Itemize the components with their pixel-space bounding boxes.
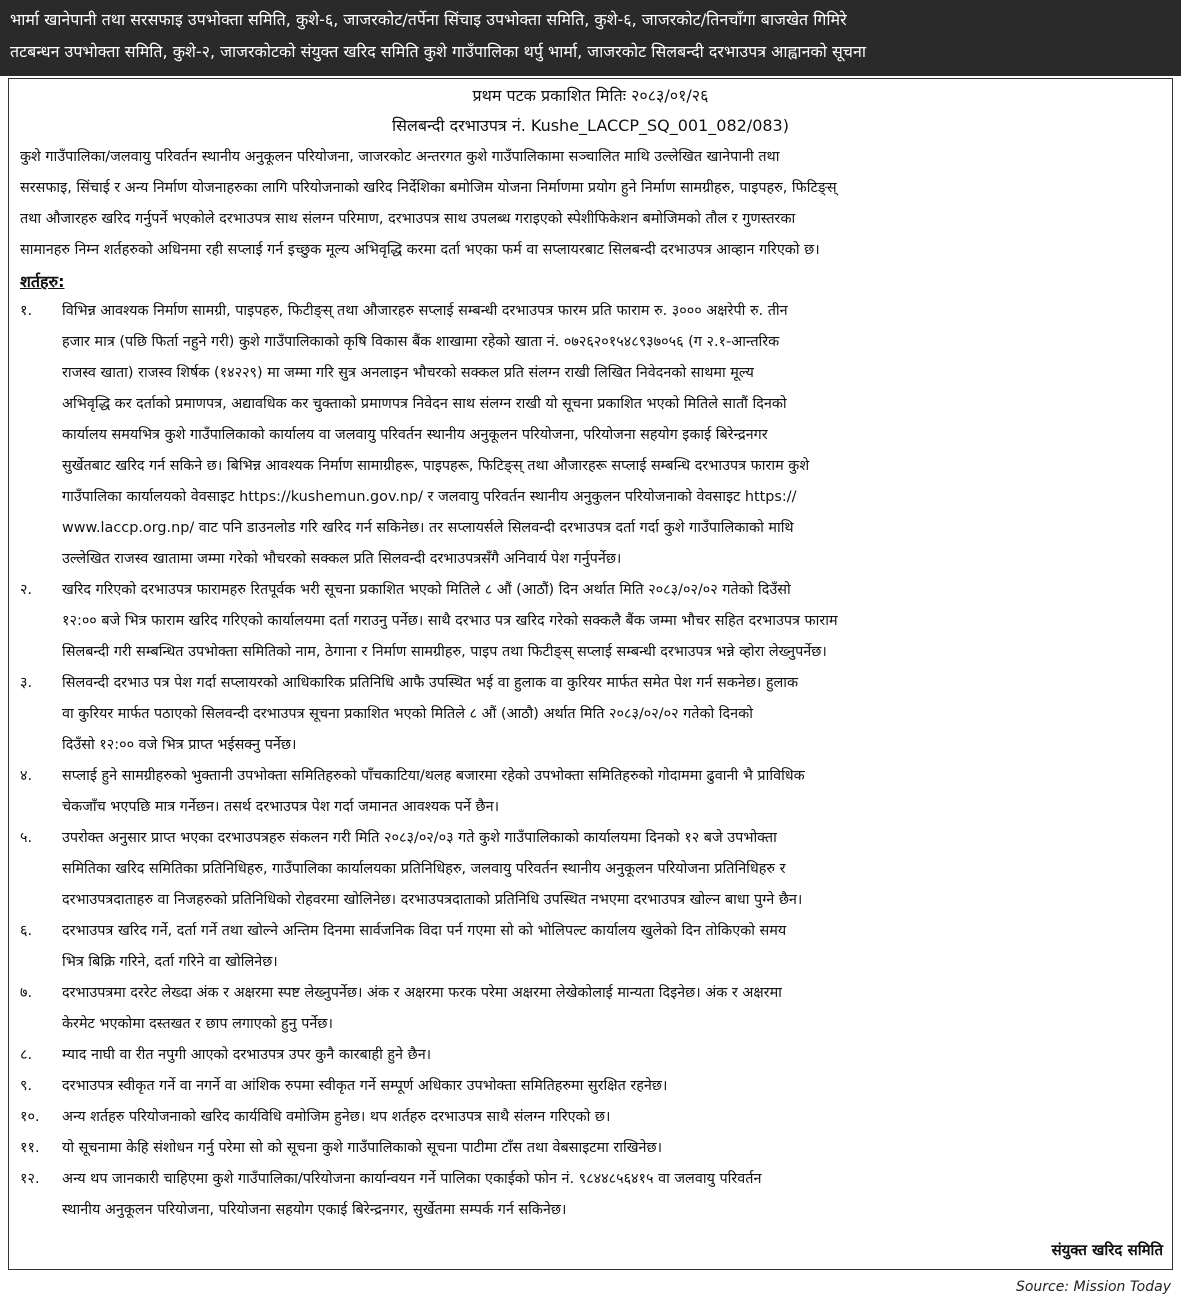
condition-text — [62, 823, 1162, 916]
condition-item — [20, 978, 1162, 1040]
condition-line: www.laccp.org.np/ वाट पनि डाउनलोड गरि खरिद गर्न सकिनेछ। तर सप्लायर्सले सिलवन्दी दरभाउपत्र दर्ता गर्दा कुशे गाउँपालिकाको माथि — [62, 520, 794, 536]
condition-item — [20, 1102, 1162, 1133]
source-credit: Source: Mission Today — [1015, 1279, 1171, 1295]
condition-line: अन्य शर्तहरु परियोजनाको खरिद कार्यविधि वमोजिम हुनेछ। थप शर्तहरु दरभाउपत्र साथै संलग्न गरिएको छ। — [62, 1109, 611, 1125]
condition-number: १२. — [20, 1171, 40, 1187]
condition-number: ७. — [20, 985, 33, 1001]
intro-line: कुशे गाउँपालिका/जलवायु परिवर्तन स्थानीय अनुकूलन परियोजना, जाजरकोट अन्तरगत कुशे गाउँपालिकामा सञ्चालित माथि उल्लेखित खानेपानी तथा — [20, 149, 780, 165]
condition-item — [20, 575, 1162, 668]
condition-item — [20, 916, 1162, 978]
condition-text — [62, 575, 1162, 668]
condition-number: ५. — [20, 830, 33, 846]
condition-line: अन्य थप जानकारी चाहिएमा कुशे गाउँपालिका/परियोजना कार्यान्वयन गर्ने पालिका एकाईको फोन नं. ९८४४८५६४१५ वा जलवायु परिवर्तन — [62, 1171, 762, 1187]
intro-line: सरसफाइ, सिंचाई र अन्य निर्माण योजनाहरुका लागि परियोजनाको खरिद निर्देशिका बमोजिम योजना निर्माणमा प्रयोग हुने निर्माण सामग्रीहरु, पाइपहरु, फिटिङ्स् — [20, 180, 837, 196]
condition-line: सप्लाई हुने सामग्रीहरुको भुक्तानी उपभोक्ता समितिहरुको पाँचकाटिया/थलह बजारमा रहेको उपभोक्ता समितिहरुको गोदाममा ढुवानी भै प्राविधिक — [62, 768, 805, 784]
condition-text — [62, 978, 1162, 1040]
condition-line: दिउँसो १२:०० वजे भित्र प्राप्त भईसक्नु पर्नेछ। — [62, 737, 297, 753]
condition-line: खरिद गरिएको दरभाउपत्र फारामहरु रितपूर्वक भरी सूचना प्रकाशित भएको मितिले ८ औं (आठौं) दिन अर्थात मिति २०८३/०२/०२ गतेको दिउँसो — [62, 582, 791, 598]
tender-number: सिलबन्दी दरभाउपत्र नं. Kushe_LACCP_SQ_001_082/083) — [392, 116, 789, 135]
condition-number: ८. — [20, 1047, 33, 1063]
condition-line: विभिन्न आवश्यक निर्माण सामग्री, पाइपहरु, फिटीङ्स् तथा औजारहरु सप्लाई सम्बन्धी दरभाउपत्र फारम प्रति फाराम रु. ३००० अक्षरेपी रु. तीन — [62, 303, 788, 319]
condition-line: यो सूचनामा केहि संशोधन गर्नु परेमा सो को सूचना कुशे गाउँपालिकाको सूचना पाटीमा टाँस तथा वेबसाइटमा राखिनेछ। — [62, 1140, 663, 1156]
condition-item — [20, 761, 1162, 823]
condition-line: सिलवन्दी दरभाउ पत्र पेश गर्दा सप्लायरको आधिकारिक प्रतिनिधि आफै उपस्थित भई वा हुलाक वा कुरियर मार्फत समेत पेश गर्न सकनेछ। हुलाक — [62, 675, 799, 691]
condition-number: ६. — [20, 923, 33, 939]
condition-line: दरभाउपत्रमा दररेट लेख्दा अंक र अक्षरमा स्पष्ट लेख्नुपर्नेछ। अंक र अक्षरमा फरक परेमा अक्षरमा लेखेकोलाई मान्यता दिइनेछ। अंक र अक्षरमा — [62, 985, 782, 1001]
condition-text — [62, 1164, 1162, 1226]
condition-line: दरभाउपत्र खरिद गर्ने, दर्ता गर्ने तथा खोल्ने अन्तिम दिनमा सार्वजनिक विदा पर्न गएमा सो को भोलिपल्ट कार्यालय खुलेको दिन तोकिएको समय — [62, 923, 787, 939]
condition-item — [20, 1071, 1162, 1102]
condition-line: स्थानीय अनुकूलन परियोजना, परियोजना सहयोग एकाई बिरेन्द्रनगर, सुर्खेतमा सम्पर्क गर्न सकिनेछ। — [62, 1202, 567, 1218]
intro-line: तथा औजारहरु खरिद गर्नुपर्ने भएकोले दरभाउपत्र साथ संलग्न परिमाण, दरभाउपत्र साथ उपलब्ध गराइएको स्पेशीफिकेशन बमोजिमको तौल र गुणस्तरका — [20, 211, 796, 227]
condition-line: अभिवृद्धि कर दर्ताको प्रमाणपत्र, अद्यावधिक कर चुक्ताको प्रमाणपत्र निवेदन साथ संलग्न राखी यो सूचना प्रकाशित भएको मितिले सातौं दिनको — [62, 396, 787, 412]
condition-text — [62, 761, 1162, 823]
conditions-title: शर्तहरु: — [20, 272, 65, 291]
condition-item — [20, 1164, 1162, 1226]
header-line-1: भार्मा खानेपानी तथा सरसफाइ उपभोक्ता समिति, कुशे-६, जाजरकोट/तर्पेना सिंचाइ उपभोक्ता समिति, कुशे-६, जाजरकोट/तिनचाँगा बाजखेत गिमिरे — [10, 10, 847, 29]
intro-line: सामानहरु निम्न शर्तहरुको अधिनमा रही सप्लाई गर्न इच्छुक मूल्य अभिवृद्धि करमा दर्ता भएका फर्म वा सप्लायरबाट सिलबन्दी दरभाउपत्र आव्हान गरिएको छ। — [20, 242, 820, 258]
condition-number: ३. — [20, 675, 33, 691]
condition-line: दरभाउपत्रदाताहरु वा निजहरुको प्रतिनिधिको रोहवरमा खोलिनेछ। दरभाउपत्रदाताको प्रतिनिधि उपस्थित नभएमा दरभाउपत्र खोल्न बाधा पुग्ने छैन। — [62, 892, 803, 908]
condition-text — [62, 1102, 1162, 1133]
condition-line: केरमेट भएकोमा दस्तखत र छाप लगाएको हुनु पर्नेछ। — [62, 1016, 333, 1032]
condition-line: उपरोक्त अनुसार प्राप्त भएका दरभाउपत्रहरु संकलन गरी मिति २०८३/०२/०३ गते कुशे गाउँपालिकाको कार्यालयमा दिनको १२ बजे उपभोक्ता — [62, 830, 777, 846]
condition-line: गाउँपालिका कार्यालयको वेवसाइट https://kushemun.gov.np/ र जलवायु परिवर्तन स्थानीय अनुकुलन परियोजनाको वेवसाइट https:// — [62, 489, 797, 505]
condition-line: १२:०० बजे भित्र फाराम खरिद गरिएको कार्यालयमा दर्ता गराउनु पर्नेछ। साथै दरभाउ पत्र खरिद गरेको सक्कलै बैंक जम्मा भौचर सहित दरभाउपत्र फाराम — [62, 613, 838, 629]
condition-line: चेकजाँच भएपछि मात्र गर्नेछन। तसर्थ दरभाउपत्र पेश गर्दा जमानत आवश्यक पर्ने छैन। — [62, 799, 500, 815]
conditions-list — [20, 296, 1162, 1226]
condition-number: १०. — [20, 1109, 40, 1125]
condition-line: सिलबन्दी गरी सम्बन्धित उपभोक्ता समितिको नाम, ठेगाना र निर्माण सामग्रीहरु, पाइप तथा फिटीङ्स् सप्लाई सम्बन्धी दरभाउपत्र भन्ने व्होरा लेख्नुपर्नेछ। — [62, 644, 827, 660]
notice-header — [0, 0, 1181, 76]
condition-item — [20, 1133, 1162, 1164]
condition-number: ४. — [20, 768, 33, 784]
intro-paragraph — [20, 142, 1162, 266]
condition-line: भित्र बिक्रि गरिने, दर्ता गरिने वा खोलिनेछ। — [62, 954, 278, 970]
condition-number: २. — [20, 582, 33, 598]
condition-text — [62, 1071, 1162, 1102]
condition-line: वा कुरियर मार्फत पठाएको सिलवन्दी दरभाउपत्र सूचना प्रकाशित भएको मितिले ८ औं (आठौ) अर्थात मिति २०८३/०२/०२ गतेको दिनको — [62, 706, 753, 722]
condition-number: ९. — [20, 1078, 33, 1094]
condition-item — [20, 1040, 1162, 1071]
condition-line: कार्यालय समयभित्र कुशे गाउँपालिकाको कार्यालय वा जलवायु परिवर्तन स्थानीय अनुकूलन परियोजना, परियोजना सहयोग इकाई बिरेन्द्रनगर — [62, 427, 768, 443]
condition-line: उल्लेखित राजस्व खातामा जम्मा गरेको भौचरको सक्कल प्रति सिलवन्दी दरभाउपत्रसँगै अनिवार्य पेश गर्नुपर्नेछ। — [62, 551, 622, 567]
condition-text — [62, 916, 1162, 978]
signature: संयुक्त खरिद समिति — [1051, 1241, 1163, 1259]
condition-line: दरभाउपत्र स्वीकृत गर्ने वा नगर्ने वा आंशिक रुपमा स्वीकृत गर्ने सम्पूर्ण अधिकार उपभोक्ता समितिहरुमा सुरक्षित रहनेछ। — [62, 1078, 668, 1094]
condition-item — [20, 296, 1162, 575]
header-line-2: तटबन्धन उपभोक्ता समिति, कुशे-२, जाजरकोटको संयुक्त खरिद समिति कुशे गाउँपालिका थर्पु भार्मा, जाजरकोट सिलबन्दी दरभाउपत्र आह्वानको सूचना — [10, 42, 866, 61]
condition-text — [62, 296, 1162, 575]
condition-line: हजार मात्र (पछि फिर्ता नहुने गरी) कुशे गाउँपालिकाको कृषि विकास बैंक शाखामा रहेको खाता नं. ०७२६२०१५४८९३७०५६ (ग २.१-आन्तरिक — [62, 334, 780, 350]
condition-line: समितिका खरिद समितिका प्रतिनिधिहरु, गाउँपालिका कार्यालयका प्रतिनिधिहरु, जलवायु परिवर्तन स्थानीय अनुकूलन परियोजना प्रतिनिधिहरु र — [62, 861, 786, 877]
condition-line: सुर्खेतबाट खरिद गर्न सकिने छ। बिभिन्न आवश्यक निर्माण सामाग्रीहरू, पाइपहरू, फिटिङ्स् तथा औजारहरू सप्लाई सम्बन्धि दरभाउपत्र फाराम कुशे — [62, 458, 810, 474]
condition-item — [20, 668, 1162, 761]
condition-line: म्याद नाघी वा रीत नपुगी आएको दरभाउपत्र उपर कुनै कारबाही हुने छैन। — [62, 1047, 432, 1063]
condition-text — [62, 1040, 1162, 1071]
condition-text — [62, 668, 1162, 761]
condition-text — [62, 1133, 1162, 1164]
condition-line: राजस्व खाता) राजस्व शिर्षक (१४२२९) मा जम्मा गरि सुत्र अनलाइन भौचरको सक्कल प्रति संलग्न राखी लिखित निवेदनको साथमा मूल्य — [62, 365, 754, 381]
condition-number: १. — [20, 303, 33, 319]
condition-item — [20, 823, 1162, 916]
condition-number: ११. — [20, 1140, 40, 1156]
first-published-date: प्रथम पटक प्रकाशित मितिः २०८३/०१/२६ — [472, 86, 709, 105]
